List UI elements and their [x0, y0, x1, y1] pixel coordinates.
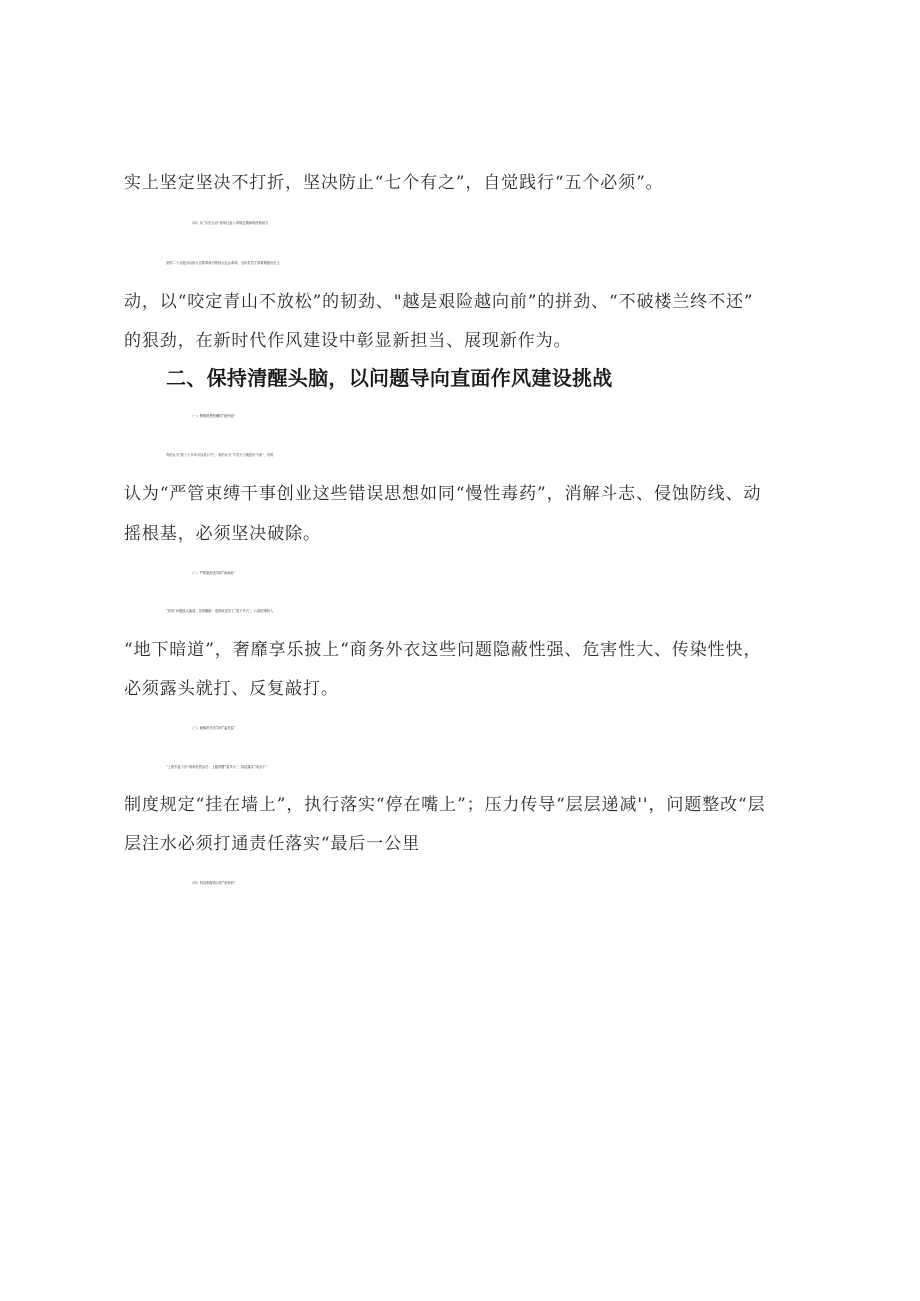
paragraph-line: 层注水必须打通责任落实“最后一公里	[124, 834, 420, 854]
paragraph-line: 动，以“咬定青山不放松”的韧劲、"越是艰险越向前”的拼劲、“不破楼兰终不还”	[124, 292, 754, 312]
subheading-line: （二）严防隐形变异的“新病灶”	[190, 571, 236, 575]
paragraph-line: “上热中温下冷”现象依然存在：上级部署“雷声大”，基层落实“雨点小“；	[166, 765, 271, 769]
section-heading: 二、保持清醒头脑，以问题导向直面作风建设挑战	[166, 366, 613, 390]
paragraph-line: 认为“严管束缚干事创业这些错误思想如同“慢性毒药”，消解斗志、侵蚀防线、动	[124, 484, 762, 504]
paragraph-line: 制度规定“挂在墙上”，执行落实“停在嘴上”；压力传导“层层递减''，问题整改“层	[124, 795, 766, 815]
paragraph-line: 有的认为“抓了十多年可以松口气”，有的认为“不贪不占就是好干部”，有的	[166, 453, 274, 457]
subheading-line: （一）警惕思想松懈的“疲劳症”	[190, 414, 236, 418]
paragraph-line: 必须露头就打、反复敲打。	[124, 679, 339, 699]
paragraph-line: “四风”问题改头换面、花样翻新：违规收送穿上“电子外衣”，公款吃喝转入	[166, 609, 274, 613]
paragraph-line: 的狠劲，在新时代作风建设中彰显新担当、展现新作为。	[124, 331, 572, 351]
paragraph-line: 党的二十大提出以伟大自我革命引领伟大社会革命。全体党员干部要增强历史主	[166, 261, 280, 265]
subheading-line: （三）破解责任传导的“温差层”	[190, 726, 236, 730]
subheading-line: （四）纠治制度执行的“宽松软”	[190, 881, 236, 885]
paragraph-line: 实上坚定坚决不打折，坚决防止“七个有之”，自觉践行“五个必须”。	[124, 173, 664, 193]
subheading-line: （四）从“历史主动''视角扛起八项规定精神的使命担当	[190, 221, 269, 225]
paragraph-line: 摇根基，必须坚决破除。	[124, 524, 321, 544]
paragraph-line: “地下暗道”，奢靡享乐披上“商务外衣这些问题隐蔽性强、危害性大、传染性快，	[124, 640, 762, 660]
